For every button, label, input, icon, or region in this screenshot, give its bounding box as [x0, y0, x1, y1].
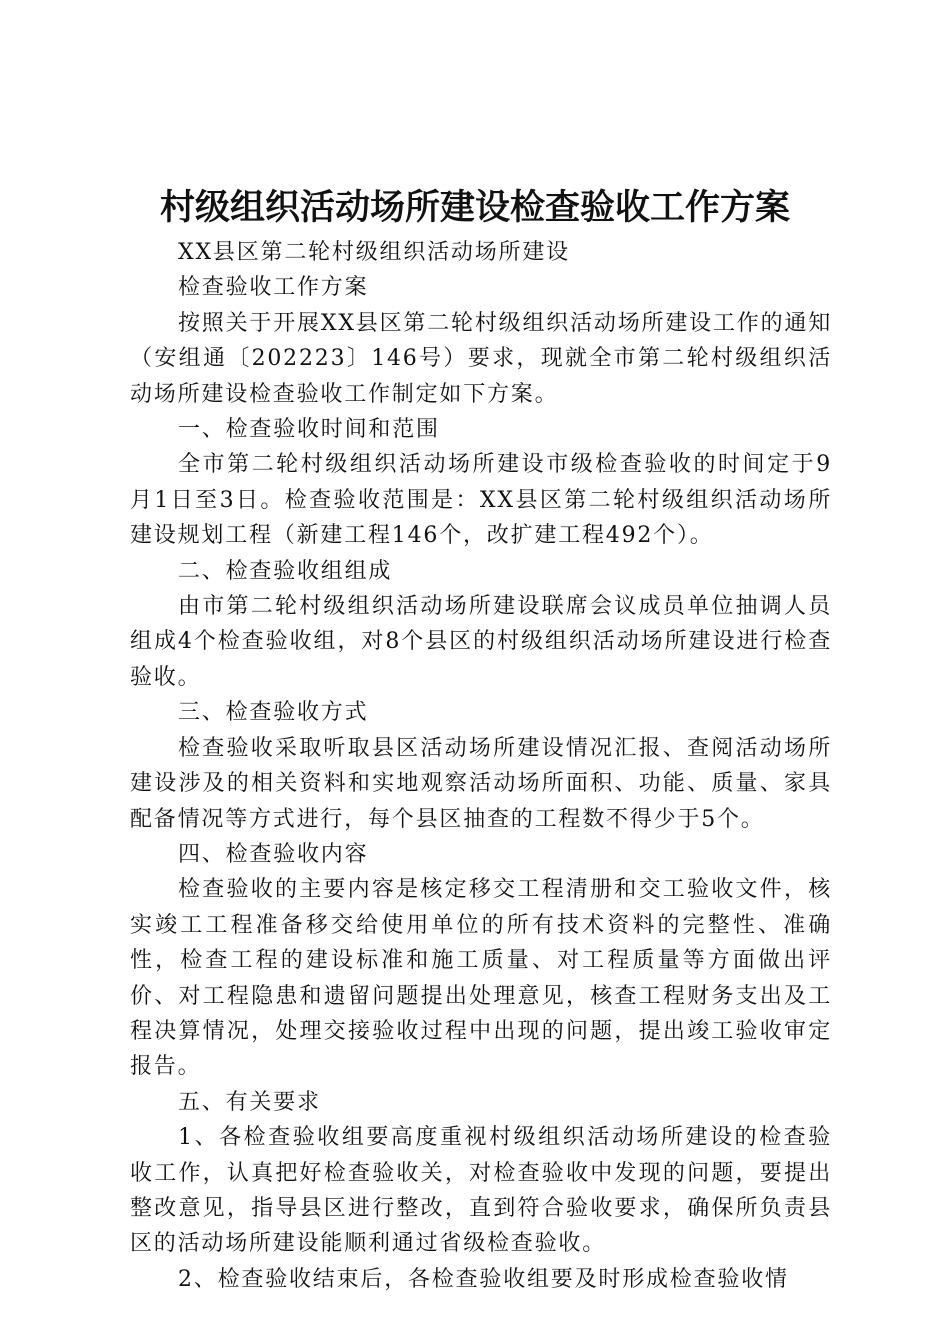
paragraph-section-2: 由市第二轮村级组织活动场所建设联席会议成员单位抽调人员组成4个检查验收组，对8个县区的村级组织活动场所建设进行检查验收。	[130, 594, 832, 690]
paragraph-section-3: 检查验收采取听取县区活动场所建设情况汇报、查阅活动场所建设涉及的相关资料和实地观察活动场所面积、功能、质量、家具配备情况等方式进行，每个县区抽查的工程数不得少于5个。	[130, 735, 832, 832]
section-heading-3: 三、检查验收方式	[178, 700, 369, 726]
document-body	[130, 235, 832, 1297]
section-heading-4: 四、检查验收内容	[178, 841, 369, 867]
paragraph-section-1: 全市第二轮村级组织活动场所建设市级检查验收的时间定于9月1日至3日。检查验收范围是：XX县区第二轮村级组织活动场所建设规划工程（新建工程146个，改扩建工程492个）。	[130, 452, 832, 549]
paragraph-subtitle-line-2: 检查验收工作方案	[178, 275, 369, 301]
paragraph-section-4: 检查验收的主要内容是核定移交工程清册和交工验收文件，核实竣工工程准备移交给使用单位的所有技术资料的完整性、准确性，检查工程的建设标准和施工质量、对工程质量等方面做出评价、对工程隐患和遗留问题提出处理意见，核查工程财务支出及工程决算情况，处理交接验收过程中出现的问题，提出竣工验收审定报告。	[130, 877, 832, 1080]
document-title: 村级组织活动场所建设检查验收工作方案	[159, 187, 790, 228]
paragraph-requirement-2: 2、检查验收结束后，各检查验收组要及时形成检查验收情	[178, 1266, 789, 1292]
paragraph-subtitle-line-1: XX县区第二轮村级组织活动场所建设	[178, 240, 570, 265]
paragraph-requirement-1: 1、各检查验收组要高度重视村级组织活动场所建设的检查验收工作，认真把好检查验收关，对检查验收中发现的问题，要提出整改意见，指导县区进行整改，直到符合验收要求，确保所负责县区的活动场所建设能顺利通过省级检查验收。	[130, 1125, 832, 1257]
section-heading-2: 二、检查验收组组成	[178, 558, 393, 584]
section-heading-1: 一、检查验收时间和范围	[178, 417, 440, 443]
section-heading-5: 五、有关要求	[178, 1089, 321, 1115]
paragraph-intro: 按照关于开展XX县区第二轮村级组织活动场所建设工作的通知（安组通〔202223〕146号）要求，现就全市第二轮村级组织活动场所建设检查验收工作制定如下方案。	[130, 310, 832, 407]
